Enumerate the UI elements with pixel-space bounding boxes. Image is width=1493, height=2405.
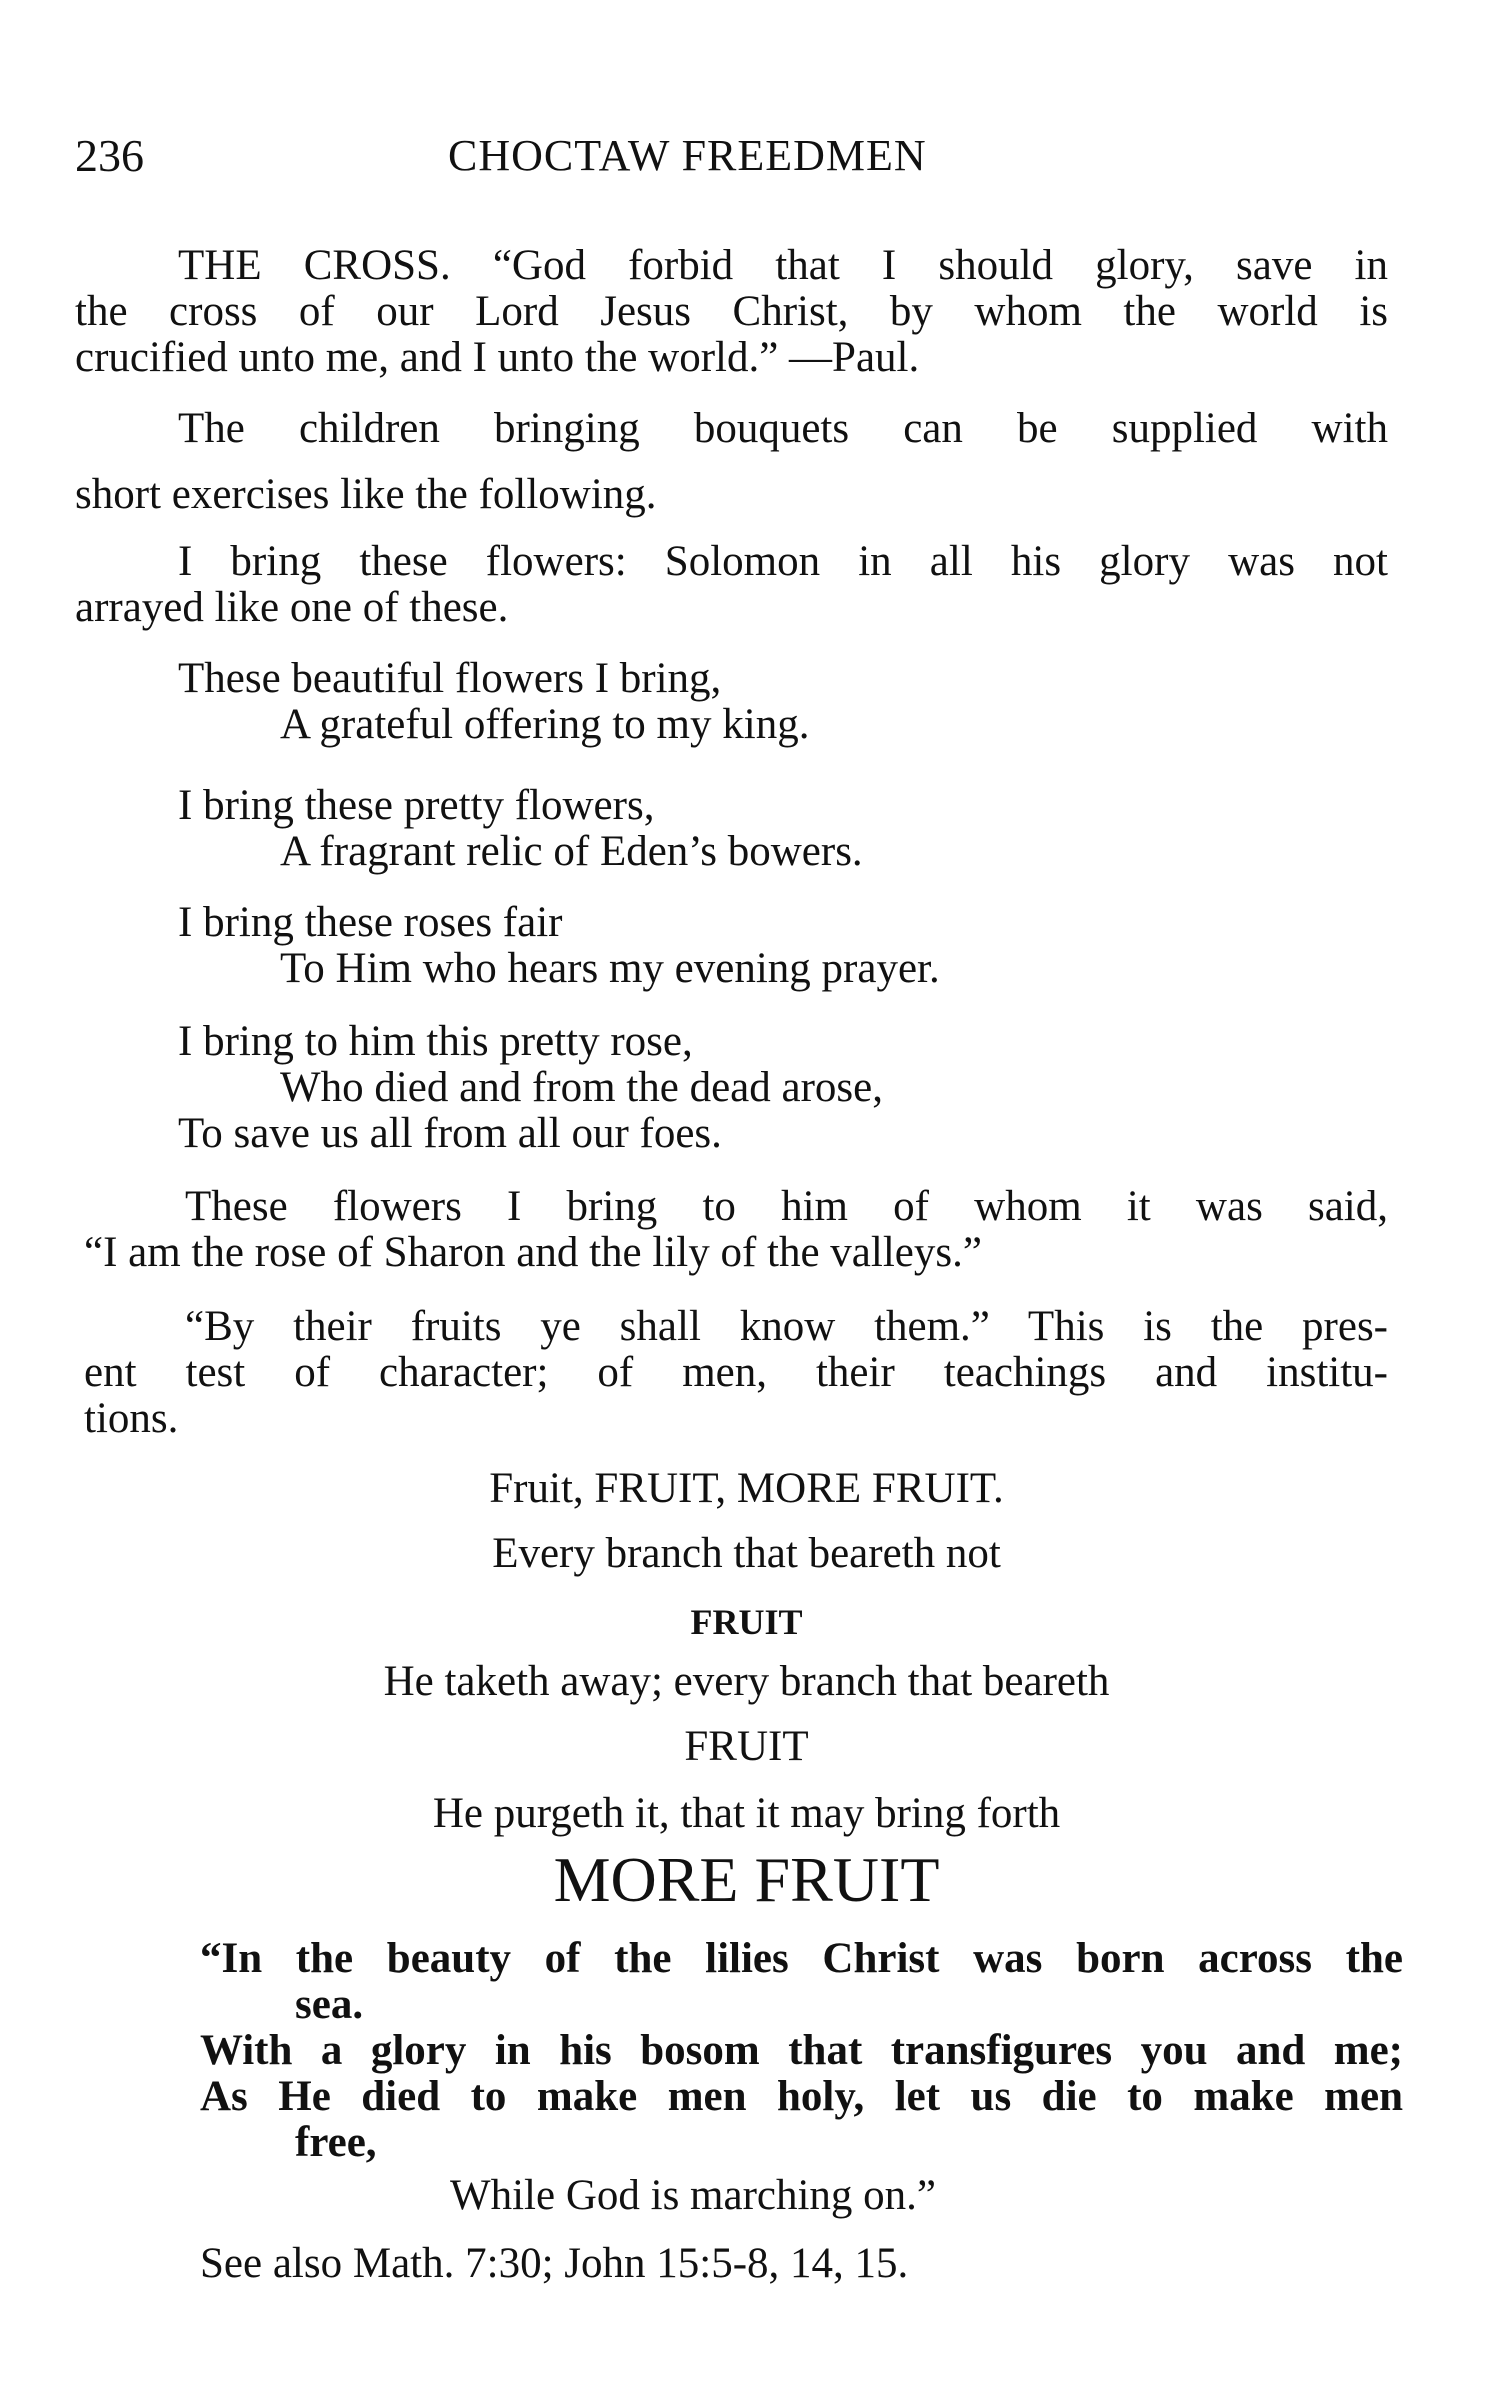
fruit-heading: Fruit, FRUIT, MORE FRUIT. — [489, 1465, 1004, 1512]
hymn-line: “In the beauty of the lilies Christ was born across the — [200, 1935, 1403, 1982]
paragraph-fruits-line: “By their fruits ye shall know them.” This is the pres- — [185, 1303, 1388, 1350]
verse-line: Who died and from the dead arose, — [280, 1064, 883, 1111]
verse-line: To Him who hears my evening prayer. — [280, 945, 940, 992]
fruit-line: Every branch that beareth not — [492, 1530, 1001, 1577]
running-title: CHOCTAW FREEDMEN — [448, 131, 927, 180]
hymn-line: With a glory in his bosom that transfigures you and me; — [200, 2027, 1403, 2074]
page-number: 236 — [75, 130, 144, 181]
verse-line: A grateful offering to my king. — [280, 701, 810, 748]
scripture-reference: See also Math. 7:30; John 15:5-8, 14, 15. — [200, 2240, 909, 2287]
hymn-line: While God is marching on.” — [450, 2172, 937, 2219]
fruit-line: He taketh away; every branch that beareth — [383, 1658, 1110, 1705]
hymn-line: As He died to make men holy, let us die to make men — [200, 2073, 1403, 2120]
paragraph-cross-line: the cross of our Lord Jesus Christ, by whom the world is — [75, 288, 1388, 335]
more-fruit-title: MORE FRUIT — [553, 1844, 940, 1915]
fruit-word: FRUIT — [690, 1602, 803, 1642]
paragraph-cross-line: THE CROSS. “God forbid that I should glory, save in — [178, 242, 1388, 289]
verse-line: A fragrant relic of Eden’s bowers. — [280, 828, 863, 875]
verse-line: I bring these roses fair — [178, 899, 563, 946]
verse-line: To save us all from all our foes. — [178, 1110, 722, 1157]
paragraph-cross-line: crucified unto me, and I unto the world.” —Paul. — [75, 334, 920, 381]
paragraph-sharon-line: “I am the rose of Sharon and the lily of the valleys.” — [84, 1229, 982, 1276]
verse-line: These beautiful flowers I bring, — [178, 655, 722, 702]
paragraph-fruits-line: ent test of character; of men, their teachings and institu- — [84, 1349, 1388, 1396]
verse-line: I bring these pretty flowers, — [178, 782, 655, 829]
paragraph-intro-line: The children bringing bouquets can be supplied with — [178, 405, 1388, 452]
paragraph-solomon-line: I bring these flowers: Solomon in all his glory was not — [178, 538, 1388, 585]
hymn-line: sea. — [295, 1981, 364, 2028]
fruit-line: He purgeth it, that it may bring forth — [432, 1790, 1061, 1837]
paragraph-fruits-line: tions. — [84, 1395, 179, 1442]
paragraph-intro-line: short exercises like the following. — [75, 471, 657, 518]
paragraph-sharon-line: These flowers I bring to him of whom it was said, — [185, 1183, 1388, 1230]
hymn-line: free, — [295, 2119, 377, 2166]
fruit-word: FRUIT — [684, 1723, 809, 1770]
verse-line: I bring to him this pretty rose, — [178, 1018, 693, 1065]
paragraph-solomon-line: arrayed like one of these. — [75, 584, 509, 631]
